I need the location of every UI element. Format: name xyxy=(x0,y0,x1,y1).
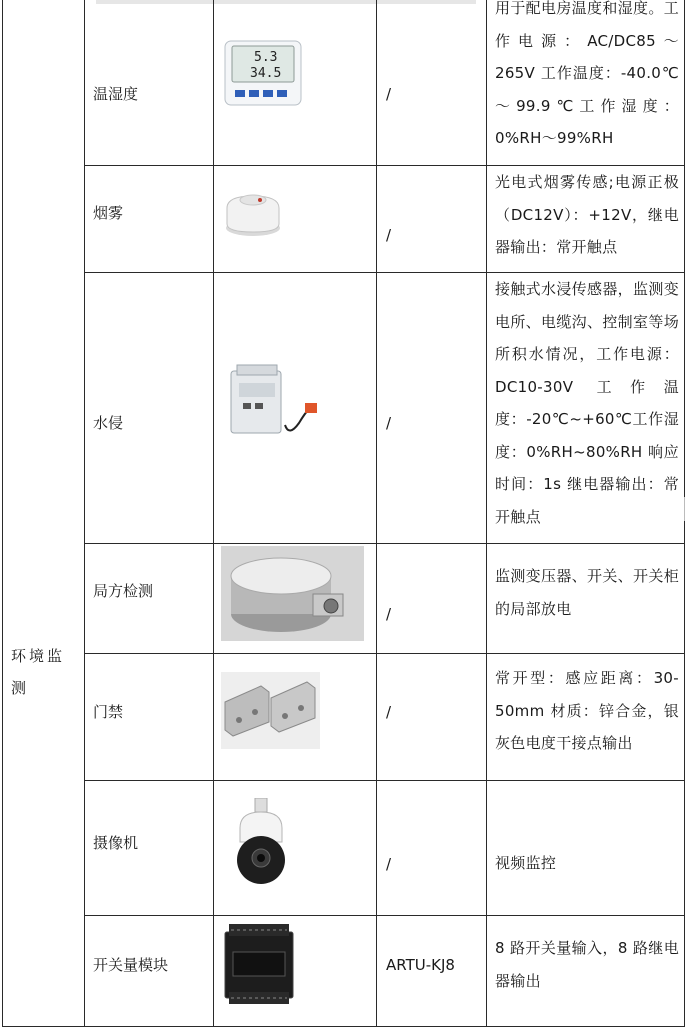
item-name: 摄像机 xyxy=(93,834,139,852)
page-edge-mark xyxy=(684,497,690,521)
door-magnetic-contact-image xyxy=(221,672,320,749)
display-temperature: 5.3 xyxy=(254,50,278,65)
item-model: / xyxy=(386,85,392,103)
item-model: ARTU-KJ8 xyxy=(386,956,455,974)
col-divider-2 xyxy=(213,0,214,1026)
item-description: 接触式水浸传感器，监测变电所、电缆沟、控制室等场所积水情况，工作电源：DC10-30V 工作温度：-20℃~+60℃工作湿度：0%RH~80%RH 响应时间：1s 继电器输出：常开触点 xyxy=(495,280,679,526)
item-description: 光电式烟雾传感;电源正极（DC12V）：+12V，继电器输出：常开触点 xyxy=(495,173,679,256)
page-top-shadow xyxy=(96,0,476,4)
item-description: 常开型：感应距离：30-50mm 材质：锌合金，银灰色电度干接点输出 xyxy=(495,669,679,752)
item-description: 8 路开关量输入，8 路继电器输出 xyxy=(495,939,679,990)
item-name: 门禁 xyxy=(93,703,124,721)
category-label: 环境监测 xyxy=(11,647,66,697)
row-divider xyxy=(84,915,685,916)
smoke-detector-image xyxy=(222,188,284,238)
item-name: 温湿度 xyxy=(93,85,139,103)
col-divider-1 xyxy=(84,0,85,1026)
item-model: / xyxy=(386,703,392,721)
item-description: 监测变压器、开关、开关柜的局部放电 xyxy=(495,567,679,618)
item-model: / xyxy=(386,226,392,244)
row-divider xyxy=(84,543,685,544)
item-name: 烟雾 xyxy=(93,204,124,222)
item-name: 开关量模块 xyxy=(93,956,169,974)
dome-camera-image xyxy=(234,798,288,890)
item-description: 视频监控 xyxy=(495,854,557,872)
row-divider xyxy=(84,780,685,781)
table-border-bottom xyxy=(2,1026,685,1027)
item-model: / xyxy=(386,414,392,432)
water-leak-sensor-image xyxy=(225,363,329,439)
partial-discharge-sensor-image xyxy=(221,546,364,641)
table-border-left xyxy=(2,0,3,1026)
item-model: / xyxy=(386,605,392,623)
col-divider-3 xyxy=(376,0,377,1026)
item-description: 用于配电房温度和湿度。工作电源：AC/DC85～265V 工作温度：-40.0℃～99.9℃工作湿度：0%RH～99%RH xyxy=(495,0,679,147)
row-divider xyxy=(84,653,685,654)
display-humidity: 34.5 xyxy=(250,66,282,81)
io-module-image xyxy=(223,922,295,1006)
item-model: / xyxy=(386,855,392,873)
item-name: 水侵 xyxy=(93,414,124,432)
item-name: 局方检测 xyxy=(93,582,154,600)
thermo-hygrometer-image xyxy=(224,40,302,106)
col-divider-4 xyxy=(486,0,487,1026)
